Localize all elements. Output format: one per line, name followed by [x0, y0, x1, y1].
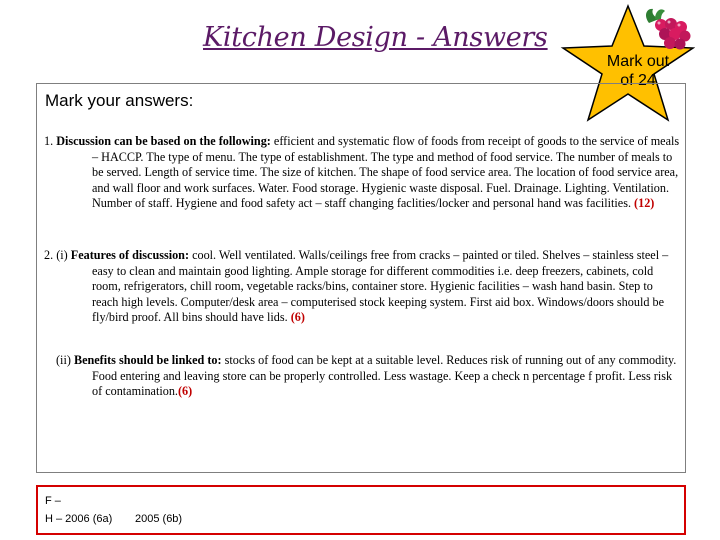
- answer-1-text: efficient and systematic flow of foods from receipt of goods to the service of meals – HACCP. The type of menu. The type of establishment. The type and method of food service. The number of meals to be served. Length of service time. The size of kitchen. The shape of food service area. The location of food service area, and wall floor and work surfaces. Water. Food storage. Hygienic waste disposal. Fuel. Drainage. Lighting. Ventilation. Number of staff. Hygiene and food safety act – staff changing faclities/locker and personal hand was facilities.: [92, 134, 680, 210]
- page-title: Kitchen Design - Answers: [203, 22, 548, 53]
- raspberry-icon: [637, 5, 695, 53]
- badge-line2: of 24: [620, 72, 656, 89]
- answer-2-i-text: cool. Well ventilated. Walls/ceilings free from cracks – painted or tiled. Shelves – stainless steel – easy to clean and maintain good lighting. Ample storage for different commodities i.e. deep freezers, cabinets, cold room, refrigerators, chill room, vegetable racks/bins, container store. Hygienic facilities – wash hand basin. Step to reach high levels. Computer/desk area – computerised stock keeping system. First aid box. Windows/doors should be fly/bird proof. All bins should have lids.: [92, 248, 669, 324]
- subtitle: Mark your answers:: [45, 91, 194, 110]
- answer-2-i-mark: (6): [290, 310, 305, 324]
- reference-box: [36, 485, 686, 535]
- reference-higher: H – 2006 (6a): [45, 513, 113, 525]
- answer-2-i-lead: Features of discussion:: [70, 248, 190, 262]
- answer-2-ii-mark: (6): [177, 384, 193, 398]
- reference-line-1: F –: [45, 495, 61, 507]
- answer-2-ii-number: (ii): [56, 353, 74, 367]
- answer-2-ii-text: stocks of food can be kept at a suitable level. Reduces risk of running out of any commodity. Food entering and leaving store can be properly controlled. Less wastage. Keep a check n percentage f profit. Less risk of contamination.: [92, 353, 677, 398]
- answer-1-lead: Discussion can be based on the following:: [56, 134, 271, 148]
- answer-2-i: [44, 248, 680, 326]
- answer-2-ii-lead: Benefits should be linked to:: [73, 353, 222, 367]
- answer-2-i-number: 2. (i): [44, 248, 71, 262]
- badge-line1: Mark out: [606, 53, 670, 70]
- reference-year: 2005 (6b): [135, 513, 183, 525]
- answer-1-mark: (12): [634, 196, 655, 210]
- answer-1-number: 1.: [44, 134, 57, 148]
- answer-2-ii: [56, 353, 680, 400]
- answer-1: [44, 134, 680, 212]
